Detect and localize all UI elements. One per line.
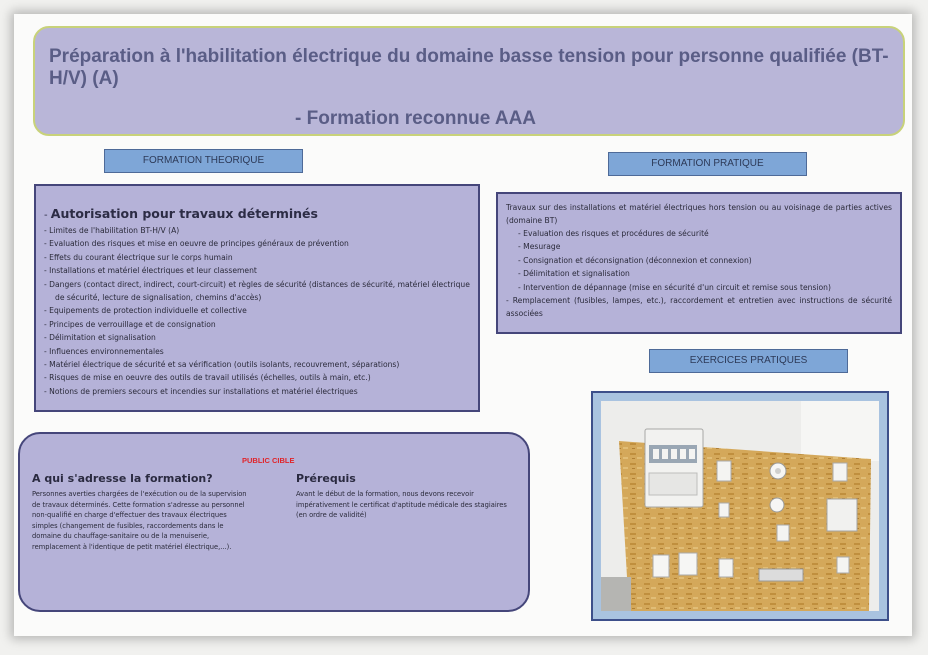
label-theory: FORMATION THEORIQUE (104, 149, 303, 173)
public-panel (18, 432, 530, 612)
prereq-title: Prérequis (296, 472, 356, 485)
list-item: - Limites de l'habilitation BT-H/V (A) (44, 224, 472, 237)
list-item: - Dangers (contact direct, indirect, court-circuit) et règles de sécurité (distances de sécurité, matériel électrique de sécurité, lecture de signalisation, chemins d'accès) (44, 278, 472, 305)
power-outlet (653, 555, 669, 577)
power-outlet (679, 553, 697, 575)
list-item: - Notions de premiers secours et incendies sur installations et matériel électriques (44, 385, 472, 398)
label-practice: FORMATION PRATIQUE (608, 152, 807, 176)
theory-list (44, 224, 472, 398)
list-item: - Evaluation des risques et procédures de sécurité (506, 227, 892, 240)
list-item: - Matériel électrique de sécurité et sa vérification (outils isolants, recouvrement, séparations) (44, 358, 472, 371)
prereq-column (296, 472, 518, 521)
page-title: Préparation à l'habilitation électrique du domaine basse tension pour personne qualifiée (BT-H/V) (A) (49, 46, 889, 89)
public-tag: PUBLIC CIBLE (242, 456, 295, 465)
exercise-photo-frame (591, 391, 889, 621)
practice-intro: Travaux sur des installations et matériel électriques hors tension ou au voisinage de parties actives (domaine BT) (506, 203, 892, 225)
exercise-photo (601, 401, 879, 611)
switch (837, 557, 849, 573)
switch (719, 559, 733, 577)
list-item: - Intervention de dépannage (mise en sécurité d'un circuit et remise sous tension) (506, 281, 892, 294)
list-item: - Influences environnementales (44, 345, 472, 358)
list-item: - Délimitation et signalisation (44, 331, 472, 344)
list-item: - Equipements de protection individuelle et collective (44, 304, 472, 317)
switch (833, 463, 847, 481)
title-banner (33, 26, 905, 136)
training-board-illustration (601, 401, 879, 611)
list-item: - Consignation et déconsignation (déconnexion et connexion) (506, 254, 892, 267)
theory-heading: - Autorisation pour travaux déterminés (44, 206, 318, 221)
junction-box (827, 499, 857, 531)
list-item: - Effets du courant électrique sur le corps humain (44, 251, 472, 264)
list-item: - Risques de mise en oeuvre des outils de travail utilisés (échelles, outils à main, etc.) (44, 371, 472, 384)
switch (717, 461, 731, 481)
list-item: - Installations et matériel électriques et leur classement (44, 264, 472, 277)
practice-list (506, 227, 892, 320)
list-item: - Remplacement (fusibles, lampes, etc.), raccordement et entretien avec instructions de sécurité associées (506, 294, 892, 320)
lamp-socket (770, 498, 784, 512)
label-exercises: EXERCICES PRATIQUES (649, 349, 848, 373)
audience-column (32, 472, 254, 553)
page-subtitle: - Formation reconnue AAA (295, 108, 537, 129)
prereq-text: Avant le début de la formation, nous devons recevoir impérativement le certificat d'aptitude médicale des stagiaires (en ordre de validité) (296, 490, 507, 520)
light-fixture (759, 569, 803, 581)
switch (777, 525, 789, 541)
theory-panel (34, 184, 480, 412)
audience-text: Personnes averties chargées de l'exécution ou de la supervision de travaux déterminés. Cette formation s'adresse au personnel non-qualifié en charge d'effectuer des travaux électriques simples (changement de fusibles, raccordements dans le domaine du chauffage-sanitaire ou de la menuiserie, remplacement à l'identique de petit matériel électrique,...). (32, 490, 247, 551)
switch (719, 503, 729, 517)
practice-panel (496, 192, 902, 334)
audience-title: A qui s'adresse la formation? (32, 472, 213, 485)
list-item: - Mesurage (506, 240, 892, 253)
list-item: - Evaluation des risques et mise en oeuvre de principes généraux de prévention (44, 237, 472, 250)
list-item: - Principes de verrouillage et de consignation (44, 318, 472, 331)
list-item: - Délimitation et signalisation (506, 267, 892, 280)
